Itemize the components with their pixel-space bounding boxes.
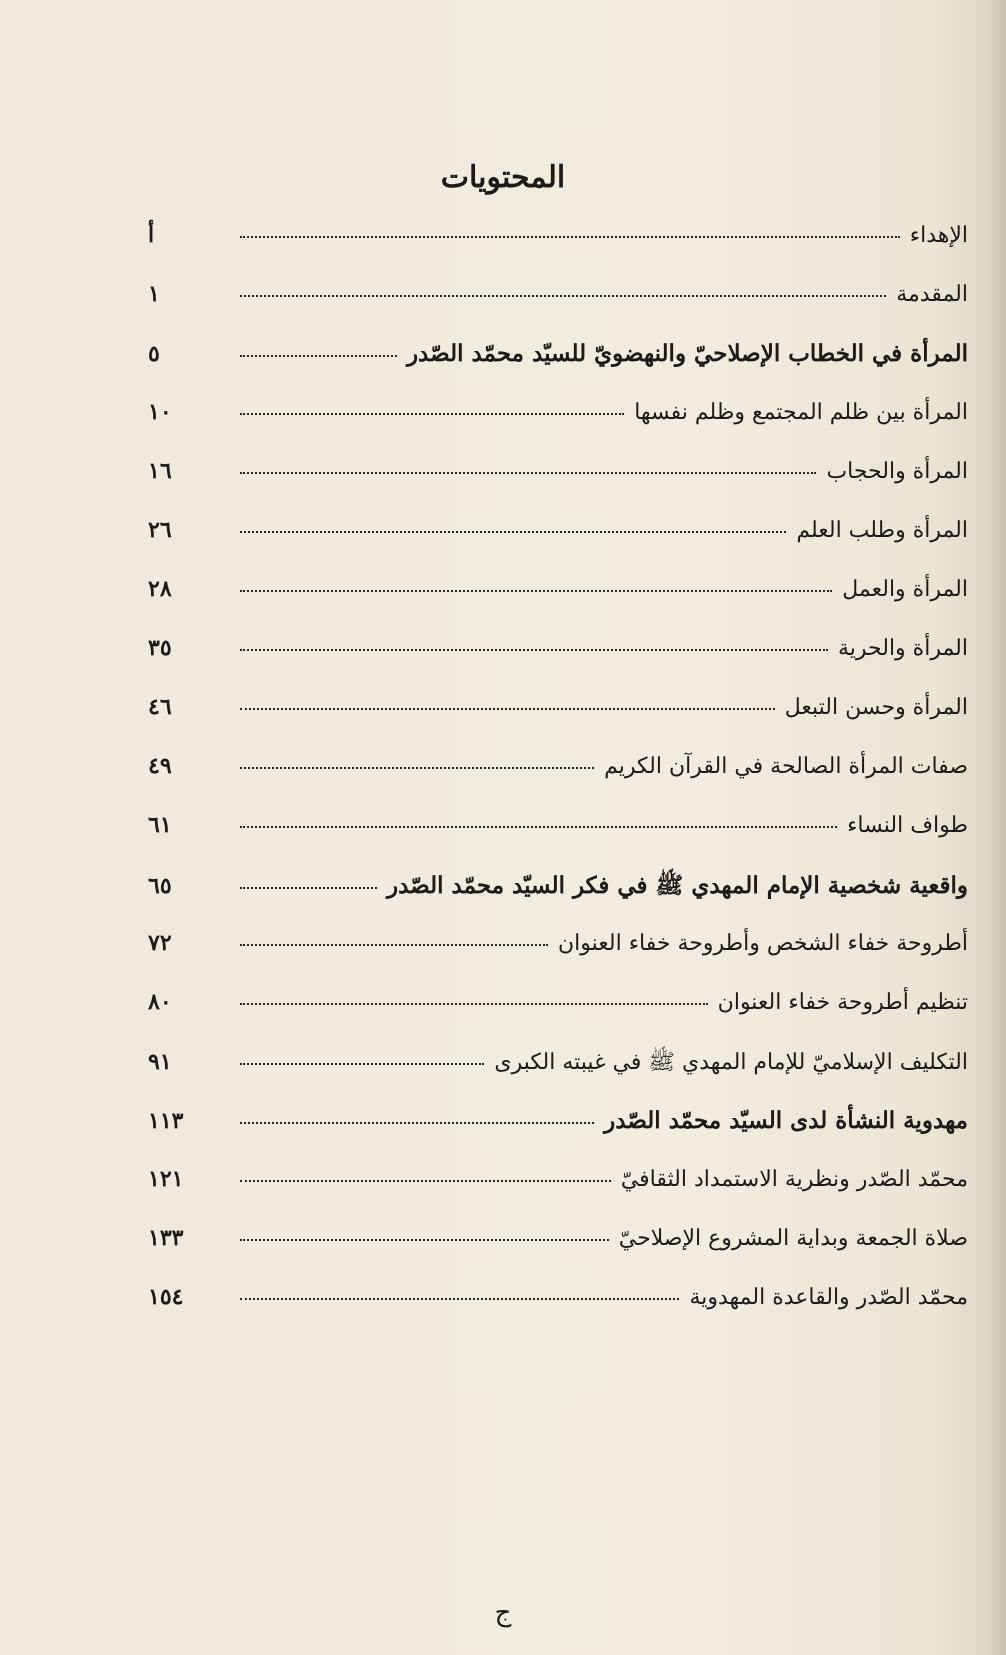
toc-entry-title: مهدوية النشأة لدى السيّد محمّد الصّدر [604, 1107, 968, 1134]
toc-entry [148, 458, 968, 517]
toc-entry-title: المرأة في الخطاب الإصلاحيّ والنهضويّ للسيّد محمّد الصّدر [406, 340, 968, 367]
toc-entry [148, 1166, 968, 1225]
toc-entry-page-number: ٨٠ [148, 989, 172, 1015]
toc-entry-page-number: ٢٨ [148, 576, 172, 602]
toc-entry-title: المقدمة [896, 282, 968, 307]
toc-entry-title: المرأة بين ظلم المجتمع وظلم نفسها [634, 400, 968, 425]
toc-entry [148, 576, 968, 635]
toc-entry [148, 1225, 968, 1284]
toc-entry-page-number: ٩١ [148, 1049, 172, 1075]
table-of-contents [148, 222, 968, 1343]
toc-entry-title: المرأة وطلب العلم [796, 518, 968, 543]
toc-entry-title: المرأة والعمل [842, 577, 968, 602]
dot-leader [240, 944, 548, 946]
toc-entry [148, 694, 968, 753]
page-title: المحتويات [440, 160, 566, 195]
toc-entry-page-number: ١ [148, 281, 160, 307]
toc-entry-page-number: ١٢١ [148, 1166, 184, 1192]
dot-leader [240, 590, 832, 592]
toc-entry-title: محمّد الصّدر والقاعدة المهدوية [689, 1285, 968, 1310]
dot-leader [240, 708, 775, 710]
toc-entry [148, 812, 968, 871]
toc-entry [148, 340, 968, 399]
toc-entry-title: صفات المرأة الصالحة في القرآن الكريم [604, 754, 968, 779]
dot-leader [240, 531, 786, 533]
toc-entry [148, 1048, 968, 1107]
toc-entry-page-number: أ [148, 222, 155, 248]
toc-entry-title: المرأة والحجاب [826, 459, 968, 484]
toc-entry-page-number: ٥ [148, 341, 160, 367]
toc-entry-title: طواف النساء [847, 813, 968, 838]
toc-entry [148, 517, 968, 576]
dot-leader [240, 472, 816, 474]
toc-entry-title: التكليف الإسلاميّ للإمام المهدي ﷺ في غيبته الكبرى [494, 1050, 968, 1075]
toc-entry-page-number: ٦١ [148, 812, 172, 838]
toc-entry-page-number: ١٥٤ [148, 1284, 184, 1310]
toc-entry [148, 1284, 968, 1343]
dot-leader [240, 1298, 679, 1300]
toc-entry-title: أطروحة خفاء الشخص وأطروحة خفاء العنوان [558, 931, 968, 956]
toc-entry-page-number: ٧٢ [148, 930, 172, 956]
dot-leader [240, 649, 828, 651]
toc-entry [148, 1107, 968, 1166]
toc-entry [148, 281, 968, 340]
toc-entry [148, 989, 968, 1048]
dot-leader [240, 236, 900, 238]
dot-leader [240, 1063, 484, 1065]
page-edge-shadow [984, 0, 1006, 1655]
dot-leader [240, 1239, 609, 1241]
toc-entry-page-number: ٣٥ [148, 635, 172, 661]
toc-entry-page-number: ١١٣ [148, 1108, 184, 1134]
toc-entry-page-number: ١٦ [148, 458, 172, 484]
toc-entry [148, 399, 968, 458]
dot-leader [240, 887, 377, 889]
dot-leader [240, 413, 624, 415]
toc-entry [148, 753, 968, 812]
toc-entry [148, 930, 968, 989]
toc-entry-page-number: ٤٦ [148, 694, 172, 720]
toc-entry-title: محمّد الصّدر ونظرية الاستمداد الثقافيّ [620, 1167, 968, 1192]
toc-entry-page-number: ١٠ [148, 399, 172, 425]
toc-entry-page-number: ٦٥ [148, 873, 172, 899]
toc-entry-title: تنظيم أطروحة خفاء العنوان [717, 990, 968, 1015]
page-number-footer: ج [494, 1598, 512, 1628]
toc-entry [148, 635, 968, 694]
dot-leader [240, 295, 886, 297]
toc-entry-title: الإهداء [909, 223, 968, 248]
toc-entry-title: واقعية شخصية الإمام المهدي ﷺ في فكر السيّد محمّد الصّدر [386, 872, 968, 899]
dot-leader [240, 1180, 611, 1182]
toc-entry [148, 871, 968, 930]
toc-entry-title: المرأة والحرية [837, 636, 968, 661]
dot-leader [240, 1003, 708, 1005]
toc-entry-page-number: ٢٦ [148, 517, 172, 543]
toc-entry-page-number: ١٣٣ [148, 1225, 184, 1251]
dot-leader [240, 355, 397, 357]
toc-entry [148, 222, 968, 281]
toc-entry-page-number: ٤٩ [148, 753, 172, 779]
dot-leader [240, 1122, 594, 1124]
toc-entry-title: المرأة وحسن التبعل [784, 695, 968, 720]
dot-leader [240, 826, 837, 828]
toc-entry-title: صلاة الجمعة وبداية المشروع الإصلاحيّ [618, 1226, 968, 1251]
dot-leader [240, 767, 594, 769]
